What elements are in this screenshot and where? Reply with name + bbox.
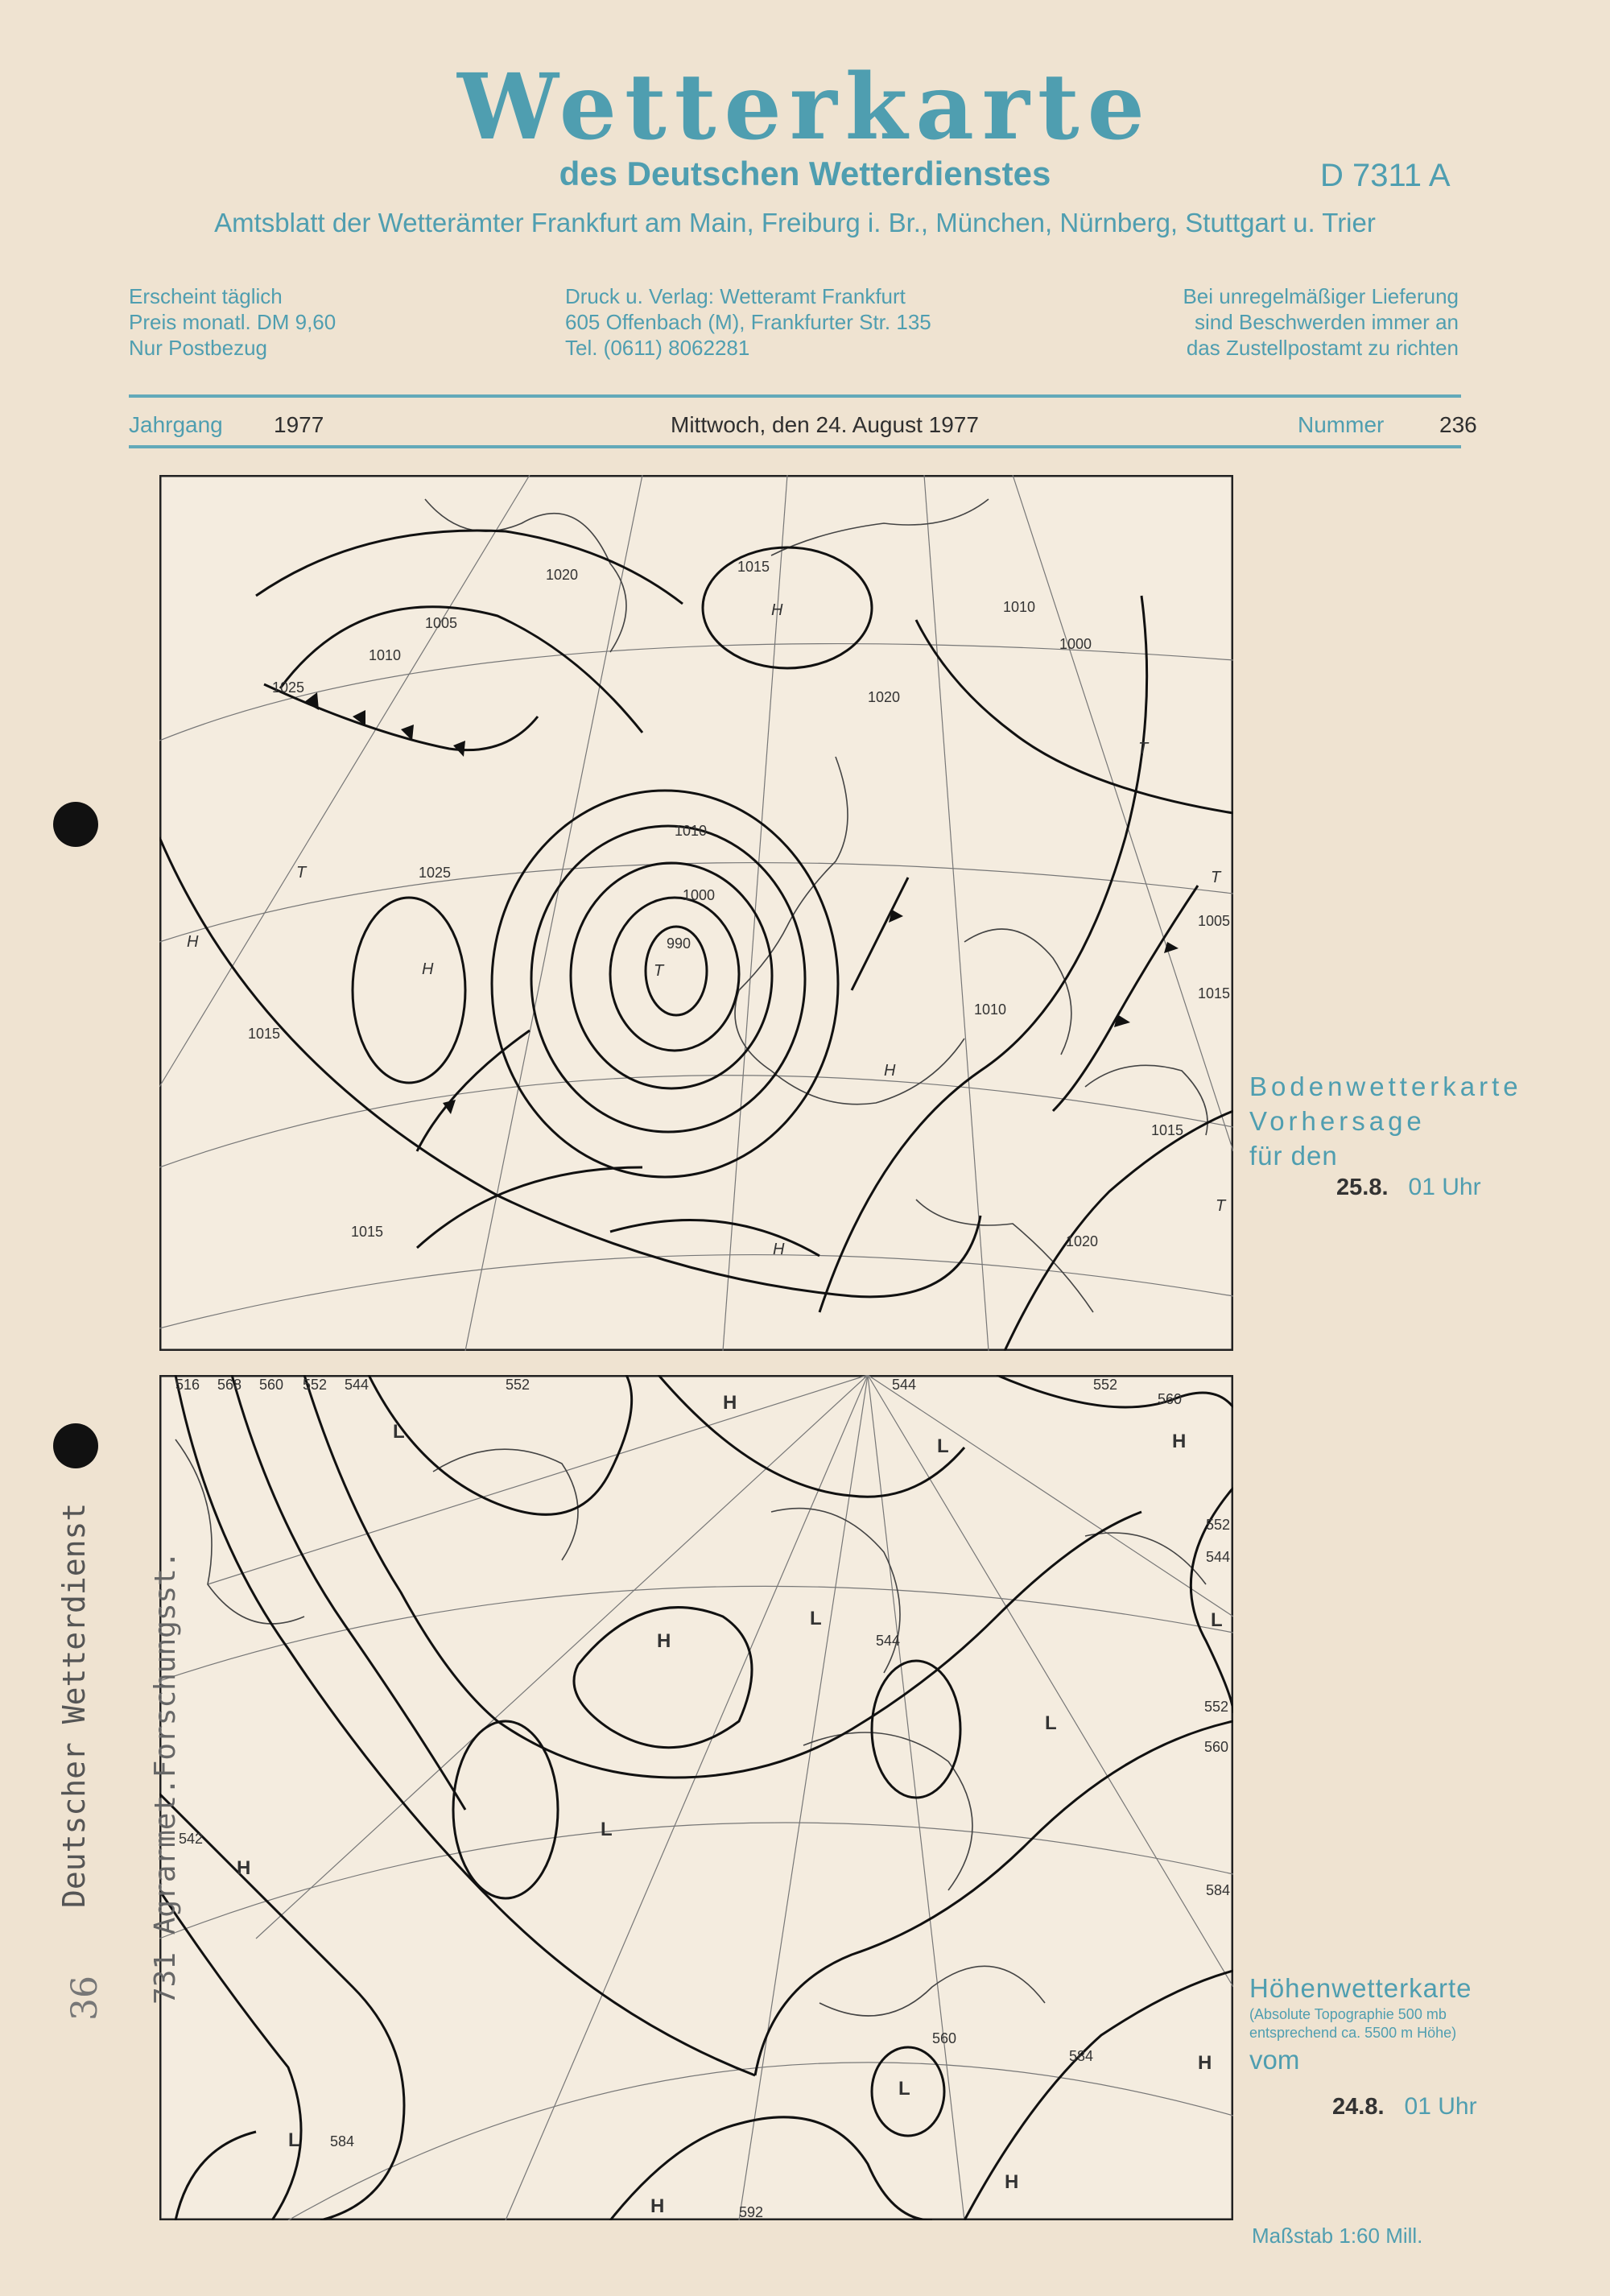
nummer-label: Nummer bbox=[1298, 412, 1385, 437]
punch-hole bbox=[53, 802, 98, 847]
contour-label: 584 bbox=[1206, 1882, 1231, 1898]
pressure-center: H bbox=[1198, 2052, 1212, 2074]
caption-line: vom bbox=[1249, 2045, 1300, 2075]
contour-label: 544 bbox=[345, 1377, 369, 1393]
contour-label: 584 bbox=[1069, 2048, 1094, 2064]
pressure-center: L bbox=[1045, 1712, 1057, 1734]
surface-map-caption bbox=[1249, 1069, 1522, 1173]
nummer-value: 236 bbox=[1439, 412, 1477, 437]
contour-label: 560 bbox=[1158, 1391, 1183, 1407]
upper-map-time: 01 Uhr bbox=[1404, 2093, 1477, 2120]
top-rule bbox=[129, 394, 1461, 398]
map-frame bbox=[160, 1376, 1232, 2220]
upper-map-caption bbox=[1249, 1971, 1472, 2077]
pressure-center: H bbox=[1005, 2171, 1019, 2193]
isobar-label: 1025 bbox=[419, 865, 452, 881]
pressure-center: H bbox=[187, 933, 199, 951]
surface-map-date: 25.8. bbox=[1336, 1175, 1389, 1200]
pressure-center: T bbox=[1138, 740, 1149, 758]
isobar-label: 1015 bbox=[737, 559, 770, 575]
contour-label: 592 bbox=[739, 2204, 764, 2220]
contour-label: 552 bbox=[1206, 1517, 1231, 1533]
publication-code: D 7311 A bbox=[1320, 158, 1451, 193]
graticule bbox=[159, 1375, 1233, 2220]
handwritten-number: 36 bbox=[64, 1976, 105, 2021]
info-line: Preis monatl. DM 9,60 bbox=[129, 310, 336, 334]
contour-label: 552 bbox=[1093, 1377, 1118, 1393]
isobar-label: 1000 bbox=[683, 887, 716, 903]
info-line: Nur Postbezug bbox=[129, 336, 267, 360]
pressure-center: L bbox=[1211, 1609, 1223, 1631]
contour-label: 584 bbox=[330, 2133, 355, 2149]
isobar-label: 1010 bbox=[675, 823, 708, 839]
isobar-labels bbox=[248, 559, 1230, 1249]
isobar-label: 1020 bbox=[546, 567, 579, 583]
contour-label: 552 bbox=[506, 1377, 530, 1393]
coastlines bbox=[425, 499, 1208, 1312]
contour-lines bbox=[159, 1375, 1233, 2220]
punch-hole bbox=[53, 1423, 98, 1468]
contour-label: 544 bbox=[1206, 1549, 1231, 1565]
isobar-label: 1000 bbox=[1059, 636, 1092, 652]
contour-label: 560 bbox=[932, 2030, 957, 2046]
contour-label: 560 bbox=[259, 1377, 284, 1393]
info-line: Bei unregelmäßiger Lieferung bbox=[1183, 284, 1459, 308]
surface-map-time: 01 Uhr bbox=[1408, 1174, 1481, 1200]
newspaper-title: Wetterkarte bbox=[457, 55, 1153, 160]
info-line: sind Beschwerden immer an bbox=[1194, 310, 1459, 334]
pressure-center-labels bbox=[237, 1392, 1223, 2217]
pressure-center-labels bbox=[187, 601, 1227, 1258]
contour-label: 544 bbox=[876, 1633, 901, 1649]
pressure-center: T bbox=[1211, 869, 1221, 886]
info-line: das Zustellpostamt zu richten bbox=[1186, 336, 1459, 360]
pressure-center: L bbox=[810, 1608, 822, 1629]
isobar-label: 1020 bbox=[1066, 1233, 1099, 1249]
caption-line: Vorhersage bbox=[1249, 1106, 1426, 1136]
isobar-label: 1010 bbox=[369, 647, 402, 663]
upper-map-date: 24.8. bbox=[1332, 2094, 1385, 2120]
info-left bbox=[129, 283, 336, 361]
contour-label: 542 bbox=[179, 1831, 204, 1847]
isobar-label: 1005 bbox=[425, 615, 458, 631]
isobar-label: 1010 bbox=[1003, 599, 1036, 615]
jahrgang-label: Jahrgang bbox=[129, 412, 223, 437]
pressure-center: H bbox=[771, 601, 783, 619]
fronts bbox=[264, 684, 1198, 1151]
jahrgang-value: 1977 bbox=[274, 412, 324, 437]
map-scale: Maßstab 1:60 Mill. bbox=[1252, 2224, 1423, 2248]
issue-date: Mittwoch, den 24. August 1977 bbox=[671, 412, 979, 437]
info-line: Druck u. Verlag: Wetteramt Frankfurt bbox=[565, 284, 906, 308]
pressure-center: H bbox=[723, 1392, 737, 1414]
contour-label: 544 bbox=[892, 1377, 917, 1393]
library-stamp-line2: 731 Agrarmet.Forschungsst. bbox=[149, 1551, 182, 2005]
isobar-label: 1015 bbox=[248, 1026, 281, 1042]
official-gazette-line: Amtsblatt der Wetterämter Frankfurt am Main, Freiburg i. Br., München, Nürnberg, Stuttgart u. Trier bbox=[214, 208, 1376, 237]
newspaper-subtitle: des Deutschen Wetterdienstes bbox=[559, 155, 1051, 192]
pressure-center: T bbox=[654, 962, 664, 980]
contour-label: 560 bbox=[1204, 1739, 1229, 1755]
info-right bbox=[1095, 283, 1459, 361]
caption-note: (Absolute Topographie 500 mb bbox=[1249, 2006, 1447, 2022]
pressure-center: H bbox=[1172, 1431, 1187, 1452]
isobar-label: 1015 bbox=[1151, 1122, 1184, 1138]
caption-line: Höhenwetterkarte bbox=[1249, 1973, 1472, 2003]
isobar-label: 1010 bbox=[974, 1001, 1007, 1018]
caption-line: für den bbox=[1249, 1141, 1338, 1171]
pressure-center: H bbox=[237, 1857, 251, 1879]
bottom-rule bbox=[129, 445, 1461, 448]
surface-map-validity bbox=[1336, 1174, 1481, 1201]
isobar-label: 1015 bbox=[1198, 985, 1231, 1001]
pressure-center: H bbox=[884, 1062, 896, 1080]
pressure-center: L bbox=[937, 1435, 949, 1457]
isobar-lines bbox=[159, 531, 1233, 1351]
isobar-label: 1005 bbox=[1198, 913, 1231, 929]
pressure-center: H bbox=[650, 2195, 665, 2217]
pressure-center: L bbox=[601, 1819, 613, 1840]
pressure-center: H bbox=[657, 1630, 671, 1652]
pressure-center: T bbox=[296, 864, 307, 882]
contour-label: 552 bbox=[1204, 1699, 1229, 1715]
contour-label: 516 bbox=[175, 1377, 200, 1393]
caption-note: entsprechend ca. 5500 m Höhe) bbox=[1249, 2025, 1457, 2041]
isobar-label: 1020 bbox=[868, 689, 901, 705]
pressure-center: L bbox=[898, 2078, 910, 2100]
upper-map-validity bbox=[1332, 2093, 1477, 2120]
pressure-center: T bbox=[1216, 1197, 1226, 1215]
contour-label: 552 bbox=[303, 1377, 328, 1393]
info-line: Tel. (0611) 8062281 bbox=[565, 336, 750, 360]
isobar-label: 990 bbox=[667, 935, 691, 952]
contour-labels bbox=[175, 1377, 1230, 2220]
pressure-center: L bbox=[288, 2129, 300, 2151]
library-stamp-line1: Deutscher Wetterdienst bbox=[56, 1502, 92, 1908]
upper-air-map bbox=[159, 1375, 1233, 2220]
pressure-center: L bbox=[393, 1421, 405, 1443]
info-middle bbox=[565, 283, 931, 361]
pressure-center: H bbox=[773, 1241, 785, 1258]
isobar-label: 1015 bbox=[351, 1224, 384, 1240]
pressure-center: H bbox=[422, 960, 434, 978]
caption-line: Bodenwetterkarte bbox=[1249, 1072, 1522, 1101]
contour-label: 568 bbox=[217, 1377, 242, 1393]
dateline bbox=[129, 409, 1477, 441]
isobar-label: 1025 bbox=[272, 679, 305, 696]
info-line: 605 Offenbach (M), Frankfurter Str. 135 bbox=[565, 310, 931, 334]
info-line: Erscheint täglich bbox=[129, 284, 283, 308]
surface-weather-map bbox=[159, 475, 1233, 1351]
